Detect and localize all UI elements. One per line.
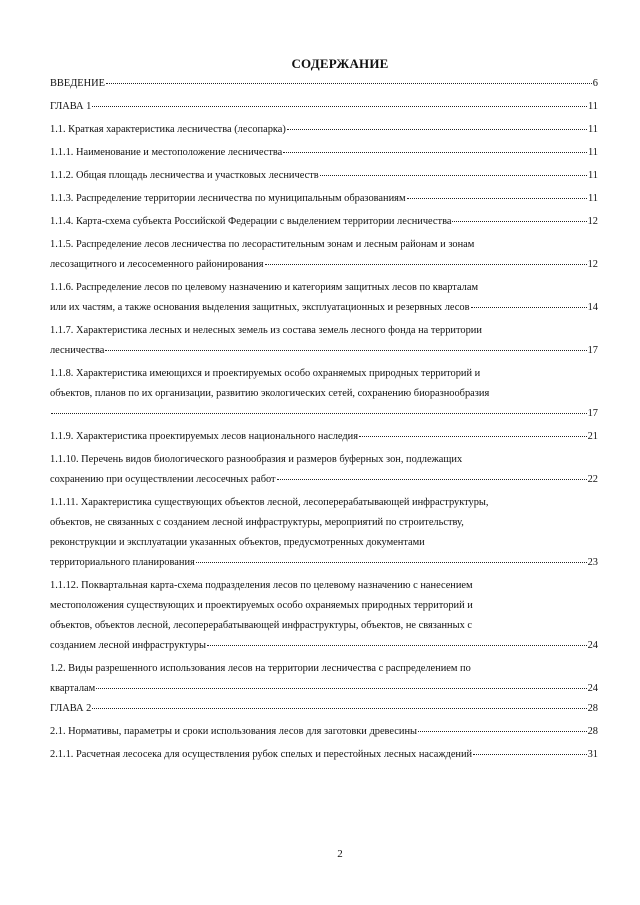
toc-entry-1-1-8[interactable] — [50, 364, 598, 424]
toc-entry-1-1-12[interactable] — [50, 576, 598, 656]
toc-entry-text: 1.1.1. Наименование и местоположение лесничества — [50, 147, 283, 158]
dot-leader — [96, 688, 586, 689]
toc-entry-2-1-1[interactable] — [50, 745, 598, 765]
dot-leader — [51, 413, 587, 414]
toc-entry-1-2[interactable] — [50, 659, 598, 699]
toc-entry-text: объектов, не связанных с созданием лесной инфраструктуры, мероприятий по строительству, — [50, 517, 464, 528]
dot-leader — [105, 350, 586, 351]
toc-entry-chapter-2[interactable] — [50, 699, 598, 719]
toc-entry-1-1-2[interactable] — [50, 166, 598, 186]
toc-entry-text: ВВЕДЕНИЕ — [50, 78, 105, 89]
toc-entry-text: или их частям, а также основания выделения защитных, эксплуатационных и резервных лесов — [50, 302, 470, 313]
toc-page-number: 11 — [587, 101, 598, 112]
toc-entry-text: 1.1.11. Характеристика существующих объектов лесной, лесоперерабатывающей инфраструктуры, — [50, 497, 489, 508]
toc-entry-1-1-10[interactable] — [50, 450, 598, 490]
dot-leader — [92, 708, 586, 709]
toc-entry-text: местоположения существующих и проектируемых особо охраняемых природных территорий и — [50, 600, 473, 611]
toc-page-number: 12 — [587, 259, 598, 270]
toc-entry-1-1-6[interactable] — [50, 278, 598, 318]
toc-entry-1-1-5[interactable] — [50, 235, 598, 275]
toc-entry-text: 1.1.10. Перечень видов биологического разнообразия и размеров буферных зон, подлежащих — [50, 454, 463, 465]
toc-page-number: 23 — [587, 557, 598, 568]
dot-leader — [471, 307, 587, 308]
toc-entry-2-1[interactable] — [50, 722, 598, 742]
toc-page-number: 28 — [587, 726, 598, 737]
dot-leader — [106, 83, 592, 84]
dot-leader — [277, 479, 587, 480]
toc-entry-text: территориального планирования — [50, 557, 195, 568]
page-number: 2 — [337, 848, 343, 860]
dot-leader — [196, 562, 587, 563]
toc-entry-chapter-1[interactable] — [50, 97, 598, 117]
toc-page-number: 24 — [587, 683, 598, 694]
dot-leader — [407, 198, 587, 199]
toc-entry-1-1-9[interactable] — [50, 427, 598, 447]
toc-entry-text: сохранению при осуществлении лесосечных работ — [50, 474, 276, 485]
toc-page-number: 31 — [587, 749, 598, 760]
page-title: СОДЕРЖАНИЕ — [291, 56, 389, 71]
toc-entry-1-1-3[interactable] — [50, 189, 598, 209]
toc-entry-text: 1.1. Краткая характеристика лесничества (лесопарка) — [50, 124, 286, 135]
toc-page-number: 12 — [587, 216, 598, 227]
toc-entry-text: кварталам — [50, 683, 96, 694]
toc-entry-text: 1.1.6. Распределение лесов по целевому назначению и категориям защитных лесов по кварталам — [50, 282, 479, 293]
dot-leader — [452, 221, 586, 222]
dot-leader — [207, 645, 587, 646]
toc-page-number: 6 — [592, 78, 598, 89]
table-of-contents — [50, 74, 598, 765]
toc-entry-1-1[interactable] — [50, 120, 598, 140]
dot-leader — [418, 731, 587, 732]
toc-entry-text: 1.1.5. Распределение лесов лесничества по лесорастительным зонам и лесным районам и зонам — [50, 239, 475, 250]
toc-page-number: 11 — [587, 124, 598, 135]
toc-entry-text: объектов, планов по их организации, развитию экологических сетей, сохранению биоразнообразия — [50, 388, 490, 399]
toc-entry-text: лесозащитного и лесосеменного районирования — [50, 259, 264, 270]
toc-entry-text: созданием лесной инфраструктуры — [50, 640, 206, 651]
dot-leader — [320, 175, 587, 176]
toc-entry-text: 1.2. Виды разрешенного использования лесов на территории лесничества с распределением по — [50, 663, 471, 674]
toc-page-number: 28 — [587, 703, 598, 714]
toc-page-number: 11 — [587, 147, 598, 158]
dot-leader — [359, 436, 587, 437]
toc-entry-1-1-1[interactable] — [50, 143, 598, 163]
toc-entry-text: 1.1.7. Характеристика лесных и нелесных земель из состава земель лесного фонда на территории — [50, 325, 482, 336]
toc-entry-1-1-11[interactable] — [50, 493, 598, 573]
toc-page-number: 17 — [587, 345, 598, 356]
toc-entry-text: 1.1.3. Распределение территории лесничества по муниципальным образованиям — [50, 193, 406, 204]
toc-entry-text: 1.1.8. Характеристика имеющихся и проектируемых особо охраняемых природных территорий и — [50, 368, 481, 379]
toc-entry-1-1-4[interactable] — [50, 212, 598, 232]
toc-entry-text: ГЛАВА 2 — [50, 703, 92, 714]
toc-entry-1-1-7[interactable] — [50, 321, 598, 361]
toc-entry-text: 1.1.2. Общая площадь лесничества и участковых лесничеств — [50, 170, 319, 181]
toc-entry-text: реконструкции и эксплуатации указанных объектов, предусмотренных документами — [50, 537, 425, 548]
toc-page-number: 11 — [587, 193, 598, 204]
toc-entry-text: лесничества — [50, 345, 105, 356]
toc-page-number: 21 — [587, 431, 598, 442]
toc-entry-text: объектов, объектов лесной, лесоперерабатывающей инфраструктуры, объектов, не связанных с — [50, 620, 472, 631]
toc-page-number: 14 — [587, 302, 598, 313]
toc-entry-text: 1.1.4. Карта-схема субъекта Российской Федерации с выделением территории лесничества — [50, 216, 452, 227]
toc-page-number: 11 — [587, 170, 598, 181]
toc-entry-text: 2.1.1. Расчетная лесосека для осуществления рубок спелых и перестойных лесных насаждений — [50, 749, 473, 760]
toc-page-number: 17 — [587, 408, 598, 419]
dot-leader — [283, 152, 587, 153]
toc-entry-text: 1.1.9. Характеристика проектируемых лесов национального наследия — [50, 431, 358, 442]
toc-entry-text: 1.1.12. Поквартальная карта-схема подразделения лесов по целевому назначению с нанесением — [50, 580, 473, 591]
toc-page-number: 24 — [587, 640, 598, 651]
dot-leader — [473, 754, 586, 755]
dot-leader — [92, 106, 587, 107]
toc-entry-text: ГЛАВА 1 — [50, 101, 92, 112]
toc-page-number: 22 — [587, 474, 598, 485]
dot-leader — [287, 129, 587, 130]
toc-entry-text: 2.1. Нормативы, параметры и сроки использования лесов для заготовки древесины — [50, 726, 417, 737]
dot-leader — [265, 264, 587, 265]
toc-entry-introduction[interactable] — [50, 74, 598, 94]
